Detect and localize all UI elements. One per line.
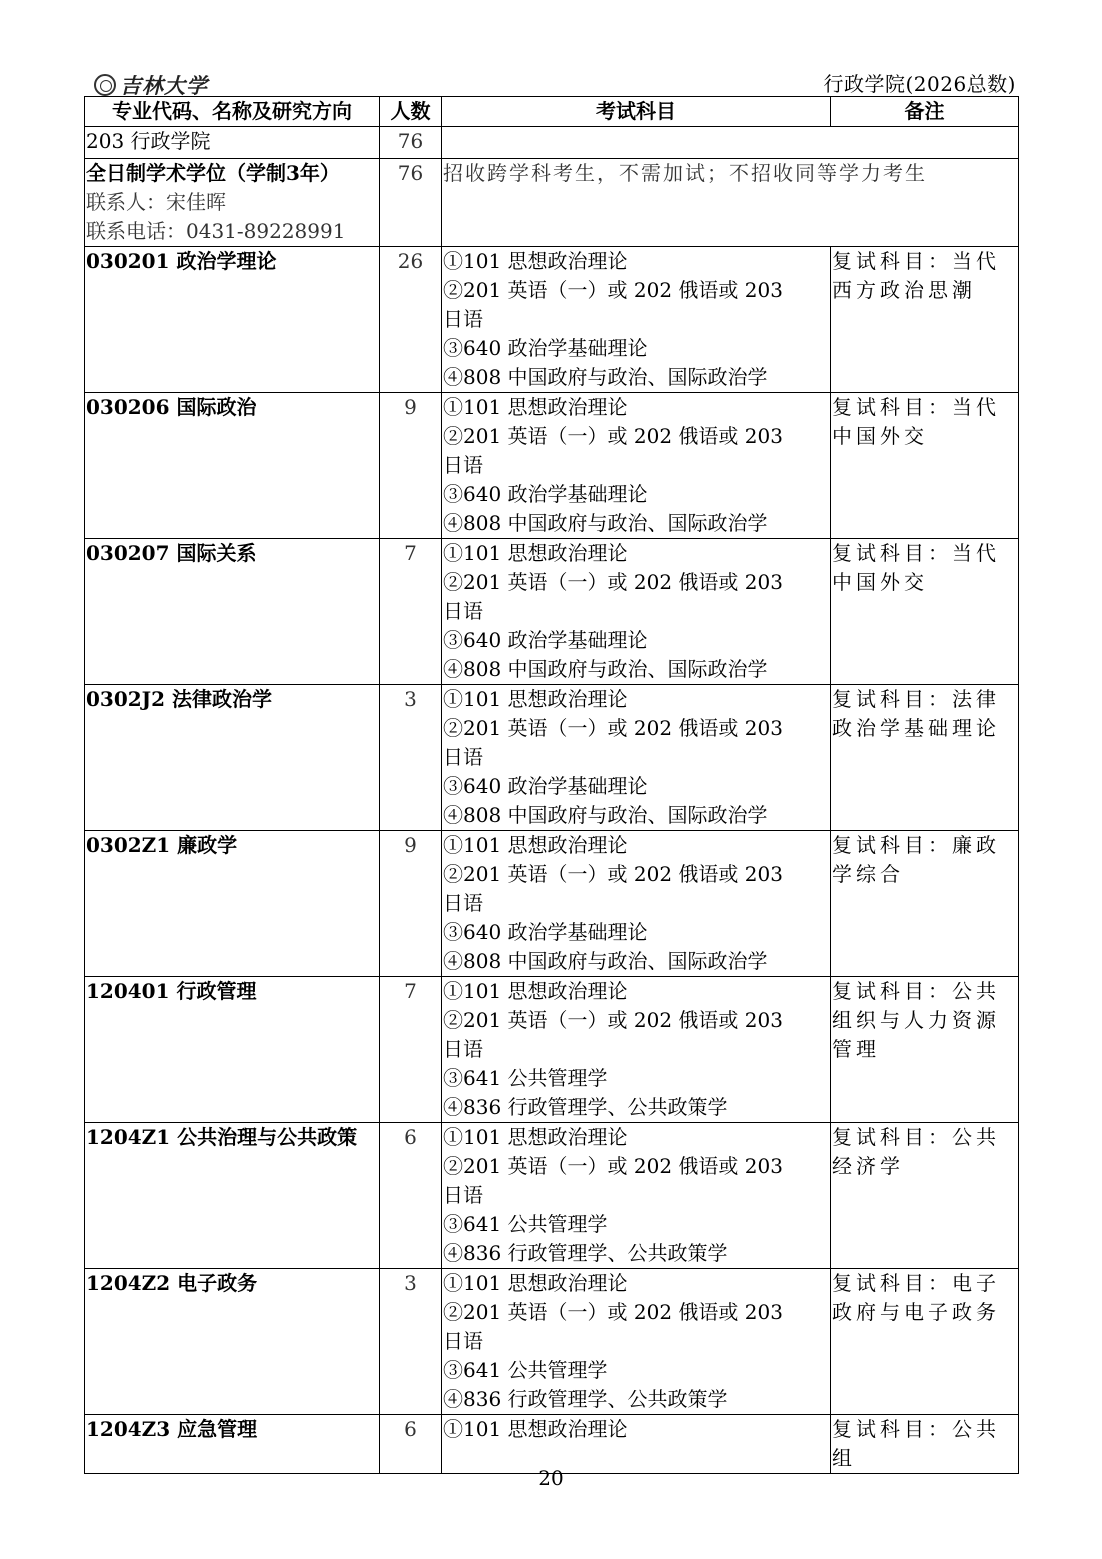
exam-subject-line: ③640 政治学基础理论 (443, 774, 648, 798)
exam-subject-line: 日语 (443, 1037, 483, 1061)
exam-subject-line: ②201 英语（一）或 202 俄语或 203 (443, 278, 783, 302)
exam-subject-line: ①101 思想政治理论 (443, 541, 628, 565)
exam-subject-line: ③641 公共管理学 (443, 1358, 608, 1382)
program-count: 7 (380, 539, 442, 685)
exam-subject-line: ①101 思想政治理论 (443, 1271, 628, 1295)
program-name: 030206 国际政治 (85, 393, 380, 539)
program-name: 1204Z1 公共治理与公共政策 (85, 1123, 380, 1269)
retest-remark: 复试科目：公共组 (831, 1415, 1019, 1474)
university-name: 吉林大学 (120, 73, 208, 98)
program-count: 9 (380, 831, 442, 977)
retest-remark: 复试科目：当代中国外交 (831, 539, 1019, 685)
exam-subject-line: ③641 公共管理学 (443, 1212, 608, 1236)
exam-subject-line: ②201 英语（一）或 202 俄语或 203 (443, 424, 783, 448)
exam-subject-line: ②201 英语（一）或 202 俄语或 203 (443, 716, 783, 740)
exam-subject-line: 日语 (443, 891, 483, 915)
exam-subject-line: ③640 政治学基础理论 (443, 920, 648, 944)
exam-subjects (442, 1269, 831, 1415)
retest-remark: 复试科目：法律政治学基础理论 (831, 685, 1019, 831)
program-name: 030207 国际关系 (85, 539, 380, 685)
exam-subject-line: ①101 思想政治理论 (443, 249, 628, 273)
admissions-table (84, 96, 1019, 1474)
exam-subject-line: ②201 英语（一）或 202 俄语或 203 (443, 1008, 783, 1032)
exam-subject-line: ②201 英语（一）或 202 俄语或 203 (443, 1154, 783, 1178)
exam-subject-line: ①101 思想政治理论 (443, 979, 628, 1003)
exam-subject-line: 日语 (443, 599, 483, 623)
program-count: 26 (380, 247, 442, 393)
exam-subject-line: ③641 公共管理学 (443, 1066, 608, 1090)
college-count: 76 (380, 127, 442, 159)
college-name: 203 行政学院 (85, 127, 380, 159)
degree-info (85, 159, 380, 247)
program-row (85, 977, 1019, 1123)
college-empty (442, 127, 1019, 159)
program-row (85, 539, 1019, 685)
exam-subject-line: ④836 行政管理学、公共政策学 (443, 1095, 728, 1119)
exam-subject-line: ④808 中国政府与政治、国际政治学 (443, 949, 768, 973)
exam-subject-line: ②201 英语（一）或 202 俄语或 203 (443, 862, 783, 886)
retest-remark: 复试科目：当代西方政治思潮 (831, 247, 1019, 393)
program-count: 6 (380, 1415, 442, 1474)
exam-subjects (442, 685, 831, 831)
degree-row (85, 159, 1019, 247)
college-row (85, 127, 1019, 159)
degree-count: 76 (380, 159, 442, 247)
program-count: 3 (380, 685, 442, 831)
exam-subjects (442, 539, 831, 685)
program-row (85, 1123, 1019, 1269)
exam-subject-line: ②201 英语（一）或 202 俄语或 203 (443, 1300, 783, 1324)
exam-subject-line: ①101 思想政治理论 (443, 395, 628, 419)
contact-phone: 联系电话：0431-89228991 (86, 219, 346, 243)
retest-remark: 复试科目：廉政学综合 (831, 831, 1019, 977)
page-header (84, 68, 1018, 96)
program-count: 7 (380, 977, 442, 1123)
exam-subjects (442, 977, 831, 1123)
header-title: 行政学院(2026总数) (823, 72, 1016, 96)
exam-subject-line: 日语 (443, 307, 483, 331)
exam-subject-line: ③640 政治学基础理论 (443, 482, 648, 506)
exam-subject-line: 日语 (443, 1329, 483, 1353)
retest-remark: 复试科目：公共组织与人力资源管理 (831, 977, 1019, 1123)
exam-subject-line: ④808 中国政府与政治、国际政治学 (443, 803, 768, 827)
program-count: 3 (380, 1269, 442, 1415)
exam-subject-line: 日语 (443, 1183, 483, 1207)
program-count: 6 (380, 1123, 442, 1269)
program-row (85, 1415, 1019, 1474)
program-name: 0302Z1 廉政学 (85, 831, 380, 977)
program-row (85, 393, 1019, 539)
retest-remark: 复试科目：当代中国外交 (831, 393, 1019, 539)
program-row (85, 831, 1019, 977)
exam-subject-line: 日语 (443, 453, 483, 477)
page-number: 20 (538, 1466, 564, 1490)
exam-subject-line: ④836 行政管理学、公共政策学 (443, 1241, 728, 1265)
exam-subjects (442, 247, 831, 393)
degree-note: 招收跨学科考生，不需加试；不招收同等学力考生 (442, 159, 1019, 247)
exam-subject-line: ②201 英语（一）或 202 俄语或 203 (443, 570, 783, 594)
program-row (85, 247, 1019, 393)
program-name: 0302J2 法律政治学 (85, 685, 380, 831)
table-header-row (85, 97, 1019, 127)
exam-subjects (442, 1415, 831, 1474)
header-subjects: 考试科目 (442, 97, 831, 127)
program-row (85, 1269, 1019, 1415)
program-count: 9 (380, 393, 442, 539)
exam-subject-line: ④808 中国政府与政治、国际政治学 (443, 657, 768, 681)
exam-subject-line: 日语 (443, 745, 483, 769)
exam-subject-line: ④836 行政管理学、公共政策学 (443, 1387, 728, 1411)
exam-subject-line: ④808 中国政府与政治、国际政治学 (443, 511, 768, 535)
degree-title: 全日制学术学位（学制3年） (86, 161, 340, 185)
program-row (85, 685, 1019, 831)
retest-remark: 复试科目：电子政府与电子政务 (831, 1269, 1019, 1415)
exam-subject-line: ①101 思想政治理论 (443, 1417, 628, 1441)
exam-subject-line: ①101 思想政治理论 (443, 833, 628, 857)
exam-subject-line: ①101 思想政治理论 (443, 687, 628, 711)
exam-subject-line: ④808 中国政府与政治、国际政治学 (443, 365, 768, 389)
exam-subjects (442, 831, 831, 977)
program-name: 1204Z2 电子政务 (85, 1269, 380, 1415)
program-name: 1204Z3 应急管理 (85, 1415, 380, 1474)
header-program: 专业代码、名称及研究方向 (85, 97, 380, 127)
program-name: 030201 政治学理论 (85, 247, 380, 393)
header-remarks: 备注 (831, 97, 1019, 127)
exam-subjects (442, 1123, 831, 1269)
program-name: 120401 行政管理 (85, 977, 380, 1123)
exam-subject-line: ③640 政治学基础理论 (443, 336, 648, 360)
university-seal-icon (94, 74, 116, 96)
contact-person: 联系人：宋佳晖 (86, 190, 226, 214)
exam-subject-line: ③640 政治学基础理论 (443, 628, 648, 652)
retest-remark: 复试科目：公共经济学 (831, 1123, 1019, 1269)
exam-subjects (442, 393, 831, 539)
header-count: 人数 (380, 97, 442, 127)
exam-subject-line: ①101 思想政治理论 (443, 1125, 628, 1149)
